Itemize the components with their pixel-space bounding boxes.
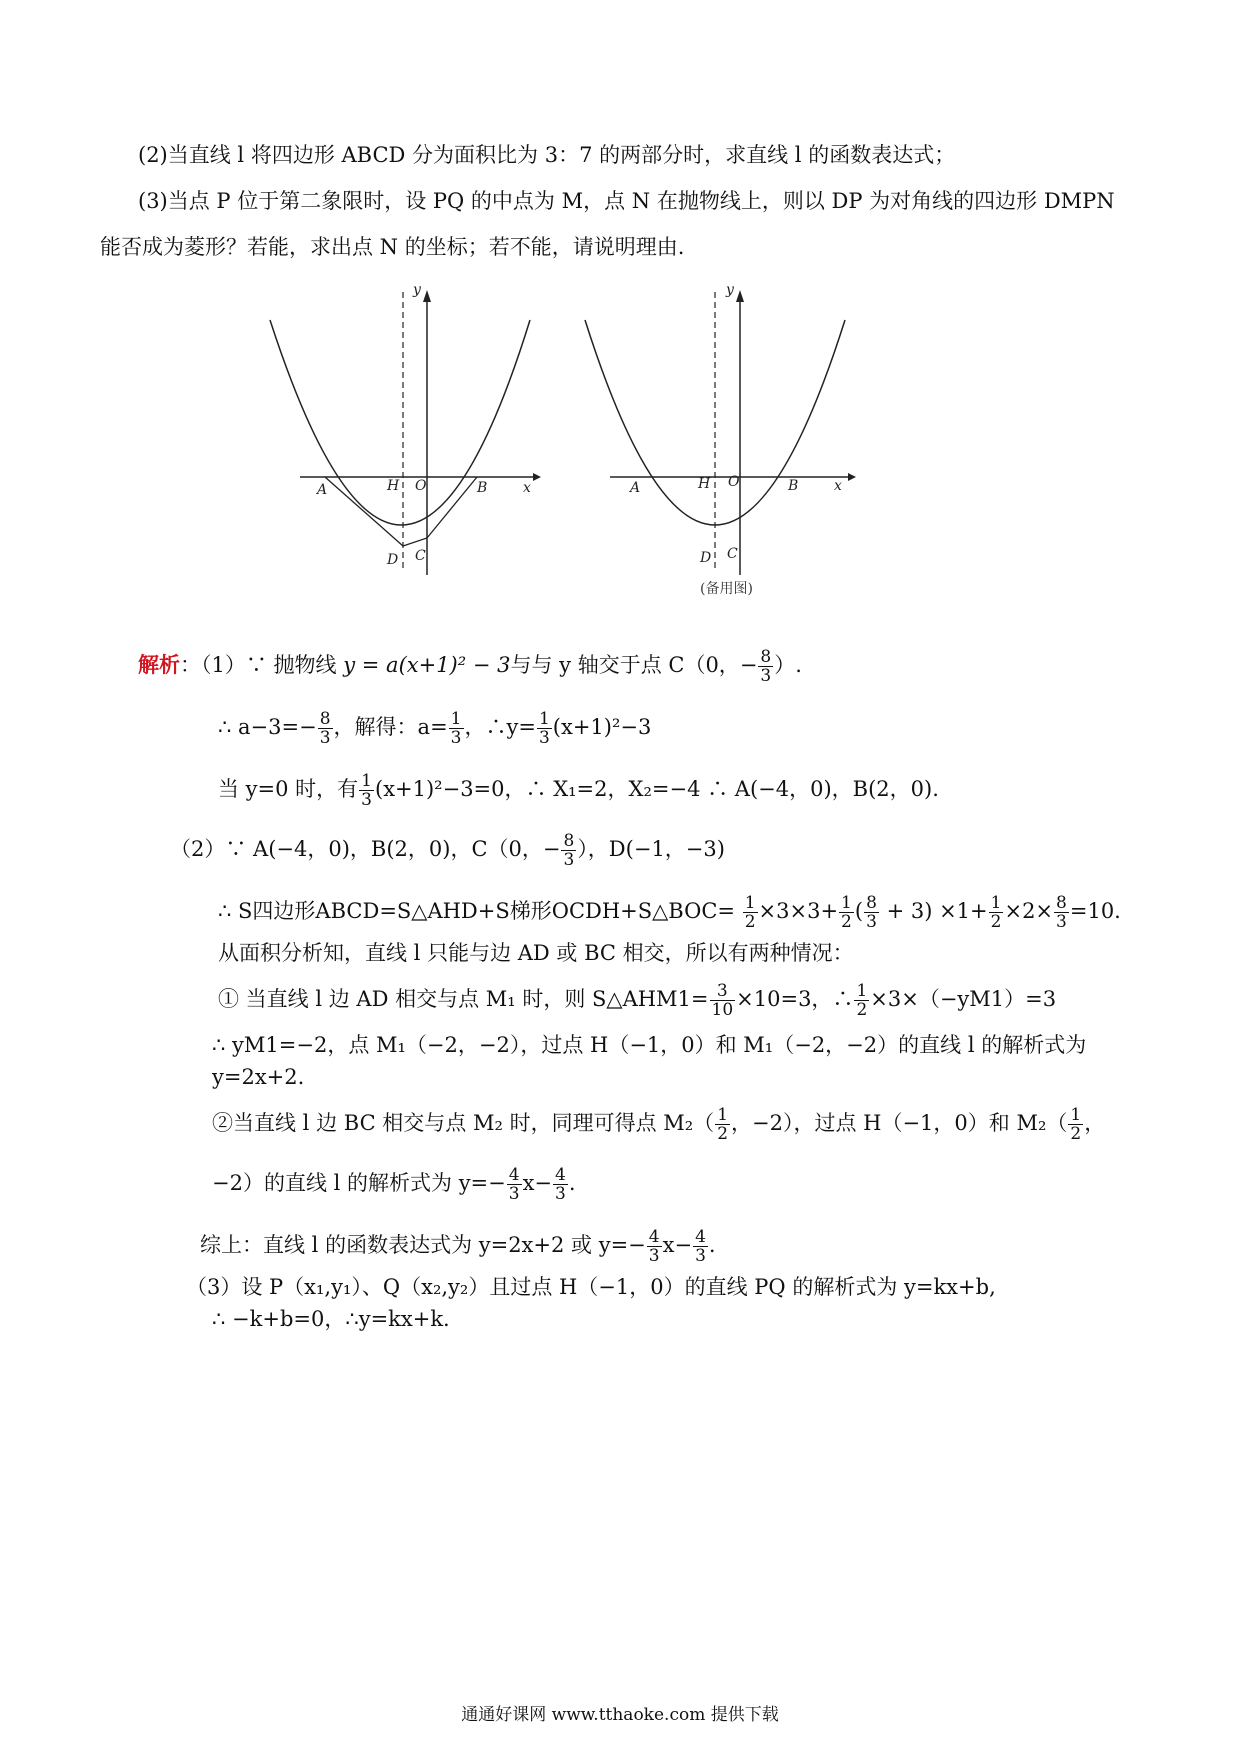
label-A: A [317, 482, 328, 498]
y-axis-arrow [423, 290, 431, 302]
y-axis-arrow [736, 290, 744, 302]
quadrilateral-ABCD [325, 477, 477, 546]
solution-part-2h: −2）的直线 l 的解析式为 y=− $\frac{4}{3}$ x− $\frac{4}{3}$ . [212, 1165, 576, 1204]
label-D: D [700, 550, 712, 566]
solution-part-1c: 当 y=0 时，有 $\frac{1}{3}$ (x+1)²−3=0，∴ X₁=2，X₂=−4 ∴ A(−4，0)，B(2，0). [218, 771, 939, 810]
parabola-figure-backup [580, 280, 860, 580]
label-H: H [387, 478, 400, 494]
solution-part-2b: ∴ S四边形ABCD=S△AHD+S梯形OCDH+S△BOC= $\frac{1}{2}$ ×3×3+ $\frac{1}{2}$ ( $\frac{8}{3}$ + 3) ×1+ $\frac{1}{2}$ ×2× $\frac{8}{3}$ =10. [218, 893, 1121, 932]
parabola-figure-main [265, 280, 545, 590]
x-axis-arrow [848, 473, 856, 481]
solution-part-2c: 从面积分析知，直线 l 只能与边 AD 或 BC 相交，所以有两种情况： [218, 941, 854, 965]
label-A: A [630, 480, 641, 496]
page-footer: 通通好课网 www.tthaoke.com 提供下载 [461, 1705, 779, 1725]
figure-caption: (备用图) [700, 581, 753, 597]
label-O: O [728, 474, 740, 490]
solution-part-2-summary: 综上：直线 l 的函数表达式为 y=2x+2 或 y=− $\frac{4}{3}$ x− $\frac{4}{3}$ . [200, 1227, 716, 1266]
label-x: x [523, 480, 531, 496]
label-D: D [387, 552, 399, 568]
question-3-line-2: 能否成为菱形？若能，求出点 N 的坐标；若不能，请说明理由. [100, 235, 685, 259]
solution-part-1: 解析：（1）∵ 抛物线 y = a(x+1)² − 3与与 y 轴交于点 C（0，− $\frac{8}{3}$ ）. [138, 647, 802, 686]
parabola-curve [270, 320, 530, 525]
label-x: x [834, 478, 842, 494]
label-H: H [698, 476, 711, 492]
label-O: O [415, 478, 427, 494]
solution-part-2d: ① 当直线 l 边 AD 相交与点 M₁ 时，则 S△AHM1= $\frac{3}{10}$ ×10=3，∴ $\frac{1}{2}$ ×3×（−yM1）=3 [218, 981, 1057, 1020]
label-y: y [413, 282, 421, 298]
label-C: C [415, 548, 426, 564]
solution-part-3a: （3）设 P（x₁,y₁）、Q（x₂,y₂）且过点 H（−1，0）的直线 PQ 的解析式为 y=kx+b, [186, 1275, 996, 1299]
solution-heading: 解析 [138, 652, 180, 677]
solution-part-2f: y=2x+2. [212, 1065, 305, 1089]
question-3-line-1: (3)当点 P 位于第二象限时，设 PQ 的中点为 M，点 N 在抛物线上，则以 DP 为对角线的四边形 DMPN [138, 189, 1115, 213]
x-axis-arrow [533, 473, 541, 481]
solution-part-1b: ∴ a−3=− $\frac{8}{3}$ ，解得：a= $\frac{1}{3}$ ，∴y= $\frac{1}{3}$ (x+1)²−3 [218, 709, 652, 748]
label-C: C [727, 546, 738, 562]
solution-part-3b: ∴ −k+b=0，∴y=kx+k. [212, 1307, 450, 1331]
solution-part-2a: （2）∵ A(−4，0)，B(2，0)，C（0，− $\frac{8}{3}$ ），D(−1，−3) [170, 831, 725, 870]
label-y: y [726, 282, 734, 298]
label-B: B [477, 480, 488, 496]
solution-part-2e: ∴ yM1=−2，点 M₁（−2，−2），过点 H（−1，0）和 M₁（−2，−2）的直线 l 的解析式为 [212, 1033, 1087, 1057]
question-2: (2)当直线 l 将四边形 ABCD 分为面积比为 3：7 的两部分时，求直线 l 的函数表达式； [138, 143, 956, 167]
label-B: B [788, 478, 799, 494]
solution-part-2g: ②当直线 l 边 BC 相交与点 M₂ 时，同理可得点 M₂（ $\frac{1}{2}$ ，−2），过点 H（−1，0）和 M₂（ $\frac{1}{2}$ ， [212, 1105, 1106, 1144]
